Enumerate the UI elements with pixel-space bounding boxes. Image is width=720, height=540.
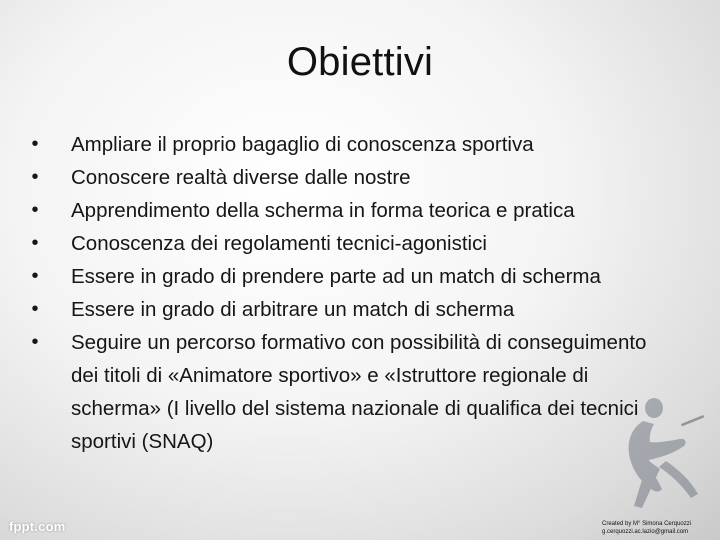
bullet-dot: • — [31, 166, 39, 188]
fppt-logo: fppt.com — [9, 519, 66, 534]
fencer-silhouette-icon — [570, 366, 720, 516]
bullet-dot: • — [31, 331, 39, 353]
bullet-dot: • — [31, 298, 39, 320]
bullet-text: Essere in grado di arbitrare un match di scherma — [71, 298, 515, 321]
bullet-text: Conoscere realtà diverse dalle nostre — [71, 166, 411, 189]
credit-line-2: g.cerquozzi.ac.lazio@gmail.com — [602, 529, 689, 535]
bullet-text: Essere in grado di prendere parte ad un match di scherma — [71, 265, 601, 288]
bullet-text: Conoscenza dei regolamenti tecnici-agonistici — [71, 232, 487, 255]
bullet-item — [28, 260, 678, 293]
bullet-dot: • — [31, 199, 39, 221]
bullet-item — [28, 293, 678, 326]
bullet-item — [28, 161, 678, 194]
bullet-item — [28, 194, 678, 227]
author-credit — [602, 520, 712, 536]
bullet-item — [28, 128, 678, 161]
credit-line-1: Created by M° Simona Cerquozzi — [602, 521, 692, 527]
bullet-dot: • — [31, 265, 39, 287]
bullet-dot: • — [31, 232, 39, 254]
bullet-text: Seguire un percorso formativo con possibilità di conseguimento dei titoli di «Animatore sportivo» e «Istruttore regionale di scherma» (I livello del sistema nazionale di qualifica dei tecnici sportivi (SNAQ) — [71, 331, 647, 453]
bullet-item — [28, 227, 678, 260]
bullet-dot: • — [31, 133, 39, 155]
bullet-text: Ampliare il proprio bagaglio di conoscenza sportiva — [71, 133, 534, 156]
slide-title: Obiettivi — [286, 40, 434, 84]
bullet-text: Apprendimento della scherma in forma teorica e pratica — [71, 199, 575, 222]
